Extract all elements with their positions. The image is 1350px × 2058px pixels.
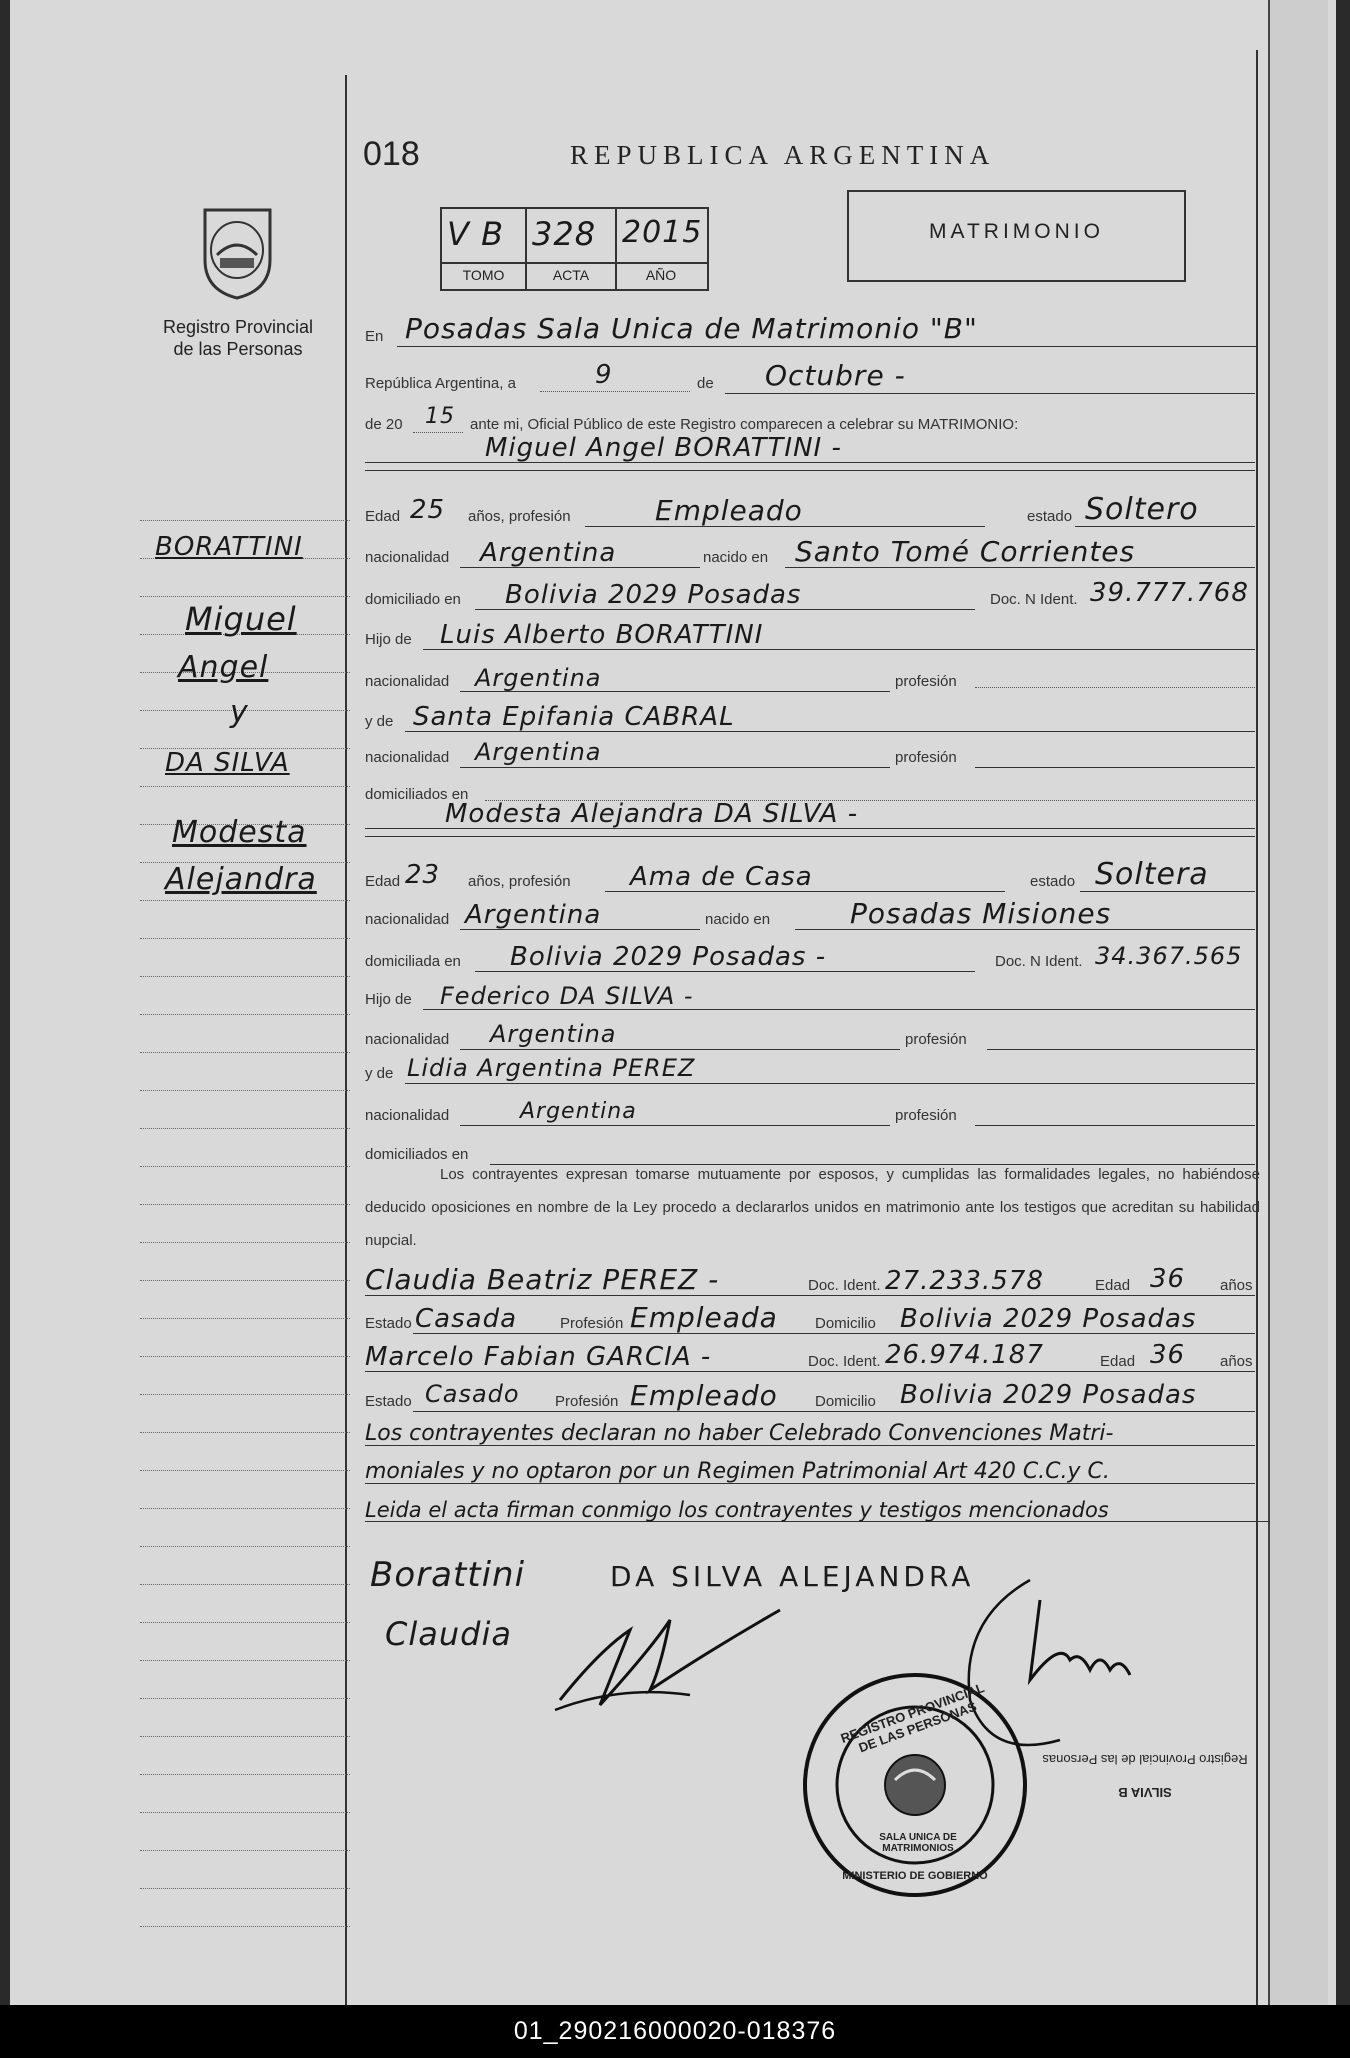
estado-label: Estado — [365, 1393, 412, 1410]
margin-rule-line — [140, 1052, 350, 1053]
month-value: Octubre - — [765, 359, 906, 392]
margin-surname1: BORATTINI — [155, 532, 303, 562]
margin-rule-line — [140, 900, 350, 901]
notes-line1-row — [365, 1410, 1255, 1448]
witness2-name: Marcelo Fabian GARCIA - — [365, 1342, 712, 1372]
right-rule — [1256, 50, 1258, 2005]
nac-label: nacionalidad — [365, 911, 450, 928]
margin-rule-line — [140, 1280, 350, 1281]
anio-value: 2015 — [622, 215, 703, 250]
margin-rule-line — [140, 520, 350, 521]
nac-label: nacionalidad — [365, 1031, 450, 1048]
margin-rule-line — [140, 1926, 350, 1927]
margin-rule-line — [140, 1356, 350, 1357]
tomo-label: TOMO — [462, 267, 505, 283]
witness2-estado: Casado — [425, 1380, 520, 1408]
province-seal-icon — [195, 200, 280, 300]
edad-label: Edad — [365, 508, 401, 525]
signature-groom: Borattini — [370, 1555, 526, 1595]
margin-rule-line — [140, 1090, 350, 1091]
day-value: 9 — [595, 360, 613, 390]
signature-witness2-icon — [540, 1590, 800, 1720]
groom-mother-nac-row — [365, 736, 1255, 770]
bride-mother: Lidia Argentina PEREZ — [407, 1054, 696, 1082]
witness1-doc: 27.233.578 — [885, 1266, 1044, 1296]
bride-father: Federico DA SILVA - — [440, 982, 694, 1010]
edad-label: Edad — [1100, 1353, 1136, 1370]
witness1-detail-row — [365, 1296, 1255, 1336]
nac-label: nacionalidad — [365, 1107, 450, 1124]
margin-rule-line — [140, 1204, 350, 1205]
margin-rule-line — [140, 976, 350, 977]
nacido-label: nacido en — [703, 549, 769, 566]
page-edge — [1268, 0, 1328, 2005]
dom-label: domiciliado en — [365, 591, 461, 608]
stamp-bottom-text: MINISTERIO DE GOBIERNO — [842, 1870, 988, 1882]
agency-line2: de las Personas — [173, 339, 303, 359]
declaration-text: Los contrayentes expresan tomarse mutuamente por esposos, y cumplidas las formalidades legales, no habiéndose deducido oposiciones en nombre de la Ley procedo a declararlos unidos en matrimonio ante los testigos que acreditan su habilidad nupcial. — [365, 1166, 1260, 1249]
groom-nacionalidad: Argentina — [480, 538, 617, 568]
signature-witness1: Claudia — [385, 1615, 512, 1653]
groom-name: Miguel Angel BORATTINI - — [485, 433, 842, 463]
prof-label: profesión — [895, 673, 957, 690]
profesion-label: Profesión — [555, 1393, 619, 1410]
margin-rule-line — [140, 1546, 350, 1547]
groom-mother: Santa Epifania CABRAL — [413, 702, 735, 732]
edad-label: Edad — [1095, 1277, 1131, 1294]
date-row — [365, 359, 1255, 396]
margin-rule-line — [140, 1014, 350, 1015]
notes-line3: Leida el acta firman conmigo los contrayentes y testigos mencionados — [365, 1498, 1109, 1522]
place-value: Posadas Sala Unica de Matrimonio "B" — [405, 312, 978, 345]
nac-label: nacionalidad — [365, 549, 450, 566]
margin-rule-line — [140, 1888, 350, 1889]
groom-father: Luis Alberto BORATTINI — [440, 620, 764, 650]
bride-mother-row — [365, 1052, 1255, 1086]
margin-rule-line — [140, 1432, 350, 1433]
witness2-row — [365, 1334, 1255, 1374]
en-label: En — [365, 328, 384, 345]
bride-mother-nac: Argentina — [520, 1099, 637, 1124]
margin-rule-line — [140, 1774, 350, 1775]
groom-domicilio: Bolivia 2029 Posadas — [505, 580, 802, 610]
bride-dom-row — [365, 940, 1255, 974]
bride-father-nac: Argentina — [490, 1020, 617, 1048]
country-title: REPUBLICA ARGENTINA — [570, 140, 996, 170]
bride-doc: 34.367.565 — [1095, 942, 1243, 970]
profesion-label: Profesión — [560, 1315, 624, 1332]
notes-line2-row — [365, 1448, 1255, 1486]
place-row — [365, 312, 1255, 349]
domicilio-label: Domicilio — [815, 1393, 876, 1410]
prof-label: profesión — [905, 1031, 967, 1048]
margin-rule-line — [140, 786, 350, 787]
witness1-row — [365, 1258, 1255, 1298]
nacido-label: nacido en — [705, 911, 771, 928]
doc-label: Doc. N Ident. — [995, 953, 1083, 970]
bride-father-row — [365, 978, 1255, 1012]
bride-nacido: Posadas Misiones — [850, 897, 1112, 930]
margin-rule-line — [140, 1166, 350, 1167]
hijo-label: Hijo de — [365, 991, 412, 1008]
agency-line1: Registro Provincial — [162, 317, 314, 337]
domiciliados-label: domiciliados en — [365, 786, 469, 803]
margin-rule-line — [140, 1470, 350, 1471]
notes-line2: moniales y no optaron por un Regimen Patrimonial Art 420 C.C.y C. — [365, 1459, 1110, 1484]
witness1-name: Claudia Beatriz PEREZ - — [365, 1263, 720, 1296]
groom-name-rule — [365, 470, 1255, 471]
bride-estado: Soltera — [1095, 857, 1209, 892]
witness2-edad: 36 — [1150, 1340, 1186, 1370]
margin-rule-line — [140, 1850, 350, 1851]
margin-given1a: Miguel — [185, 600, 297, 638]
margin-given2a: Modesta — [172, 815, 307, 850]
margin-rule-line — [140, 1242, 350, 1243]
year-row — [365, 403, 1255, 437]
anos-label: años — [1220, 1353, 1253, 1370]
anos-label: años, profesión — [468, 873, 571, 890]
bride-nacionalidad: Argentina — [465, 900, 602, 930]
bride-nac-row — [365, 898, 1255, 932]
witness2-doc: 26.974.187 — [885, 1340, 1044, 1370]
record-type: MATRIMONIO — [929, 220, 1104, 243]
anos-label: años — [1220, 1277, 1253, 1294]
year-suffix: 15 — [425, 404, 455, 429]
tomo-value: V B — [447, 215, 505, 253]
bride-name-row — [365, 795, 1255, 831]
margin-rule-line — [140, 1318, 350, 1319]
page-number: 018 — [363, 135, 420, 173]
groom-father-nac-row — [365, 660, 1255, 694]
record-box-rule — [440, 262, 707, 264]
margin-rule-line — [140, 1812, 350, 1813]
estado-label: estado — [1030, 873, 1076, 890]
groom-nacido: Santo Tomé Corrientes — [795, 535, 1136, 568]
margin-rule-line — [140, 1394, 350, 1395]
bride-profesion: Ama de Casa — [630, 862, 813, 892]
margin-rule — [345, 75, 347, 2005]
margin-rule-line — [140, 938, 350, 939]
margin-rule-line — [140, 1622, 350, 1623]
bride-name-rule — [365, 836, 1255, 837]
groom-name-row — [365, 435, 1255, 465]
doc-label: Doc. Ident. — [808, 1353, 881, 1370]
estado-label: estado — [1027, 508, 1073, 525]
acta-label: ACTA — [552, 267, 590, 283]
margin-rule-line — [140, 1584, 350, 1585]
witness1-domicilio: Bolivia 2029 Posadas — [900, 1304, 1197, 1334]
file-id: 01_290216000020-018376 — [513, 2017, 837, 2045]
groom-dom-row — [365, 578, 1255, 612]
doc-label: Doc. Ident. — [808, 1277, 881, 1294]
witness2-profesion: Empleado — [630, 1379, 778, 1412]
yde-label: y de — [365, 713, 394, 730]
margin-given2b: Alejandra — [165, 862, 317, 897]
nac-label: nacionalidad — [365, 673, 450, 690]
witness1-edad: 36 — [1150, 1264, 1186, 1294]
margin-rule-line — [140, 1128, 350, 1129]
margin-rule-line — [140, 1660, 350, 1661]
acta-value: 328 — [532, 215, 597, 253]
groom-edad: 25 — [410, 495, 446, 525]
stamp-official-name: SILVIA B — [1118, 1785, 1172, 1800]
anio-label: AÑO — [645, 267, 677, 283]
margin-rule-line — [140, 596, 350, 597]
bride-edad-row — [365, 857, 1255, 894]
witness1-profesion: Empleada — [630, 1301, 778, 1334]
agency-name — [148, 316, 328, 360]
witness2-domicilio: Bolivia 2029 Posadas — [900, 1380, 1197, 1410]
de-label: de — [697, 375, 714, 392]
edad-label: Edad — [365, 873, 401, 890]
margin-rule-line — [140, 1698, 350, 1699]
stamp-official-title: Registro Provincial de las Personas — [1042, 1752, 1248, 1767]
bride-father-nac-row — [365, 1018, 1255, 1052]
notes-line1: Los contrayentes declaran no haber Celebrado Convenciones Matri- — [365, 1421, 1114, 1446]
ante-text: ante mi, Oficial Público de este Registro comparecen a celebrar su MATRIMONIO: — [470, 416, 1019, 433]
groom-mother-nac: Argentina — [475, 738, 602, 766]
groom-nac-row — [365, 536, 1255, 570]
witness2-detail-row — [365, 1374, 1255, 1414]
signature-bride: DA SILVA ALEJANDRA — [610, 1560, 975, 1593]
groom-father-row — [365, 618, 1255, 652]
stamp-inner-text: SALA UNICA DE MATRIMONIOS — [879, 1832, 957, 1854]
hijo-label: Hijo de — [365, 631, 412, 648]
margin-conj: y — [230, 695, 249, 730]
domiciliados-label: domiciliados en — [365, 1146, 469, 1163]
year-prefix: de 20 — [365, 416, 403, 433]
bride-edad: 23 — [405, 860, 441, 890]
prof-label: profesión — [895, 749, 957, 766]
domicilio-label: Domicilio — [815, 1315, 876, 1332]
prof-label: profesión — [895, 1107, 957, 1124]
rep-label: República Argentina, a — [365, 375, 516, 392]
bride-name: Modesta Alejandra DA SILVA - — [445, 799, 859, 829]
groom-edad-row — [365, 492, 1255, 529]
groom-father-nac: Argentina — [475, 664, 602, 692]
estado-label: Estado — [365, 1315, 412, 1332]
doc-label: Doc. N Ident. — [990, 591, 1078, 608]
margin-surname2: DA SILVA — [165, 748, 290, 778]
margin-rule-line — [140, 1508, 350, 1509]
yde-label: y de — [365, 1065, 394, 1082]
dom-label: domiciliada en — [365, 953, 461, 970]
margin-rule-line — [140, 1736, 350, 1737]
anos-label: años, profesión — [468, 508, 571, 525]
stamp-outer-text: REGISTRO PROVINCIAL DE LAS PERSONAS — [838, 1679, 987, 1756]
bride-domicilio: Bolivia 2029 Posadas - — [510, 942, 827, 972]
groom-mother-row — [365, 700, 1255, 734]
notes-line3-row — [365, 1486, 1255, 1524]
groom-estado: Soltero — [1085, 492, 1199, 527]
file-id-bar — [0, 2005, 1350, 2058]
margin-given1b: Angel — [178, 650, 269, 685]
nac-label: nacionalidad — [365, 749, 450, 766]
groom-doc: 39.777.768 — [1090, 578, 1249, 608]
groom-profesion: Empleado — [655, 494, 803, 527]
witness1-estado: Casada — [415, 1304, 518, 1334]
bride-mother-nac-row — [365, 1094, 1255, 1128]
